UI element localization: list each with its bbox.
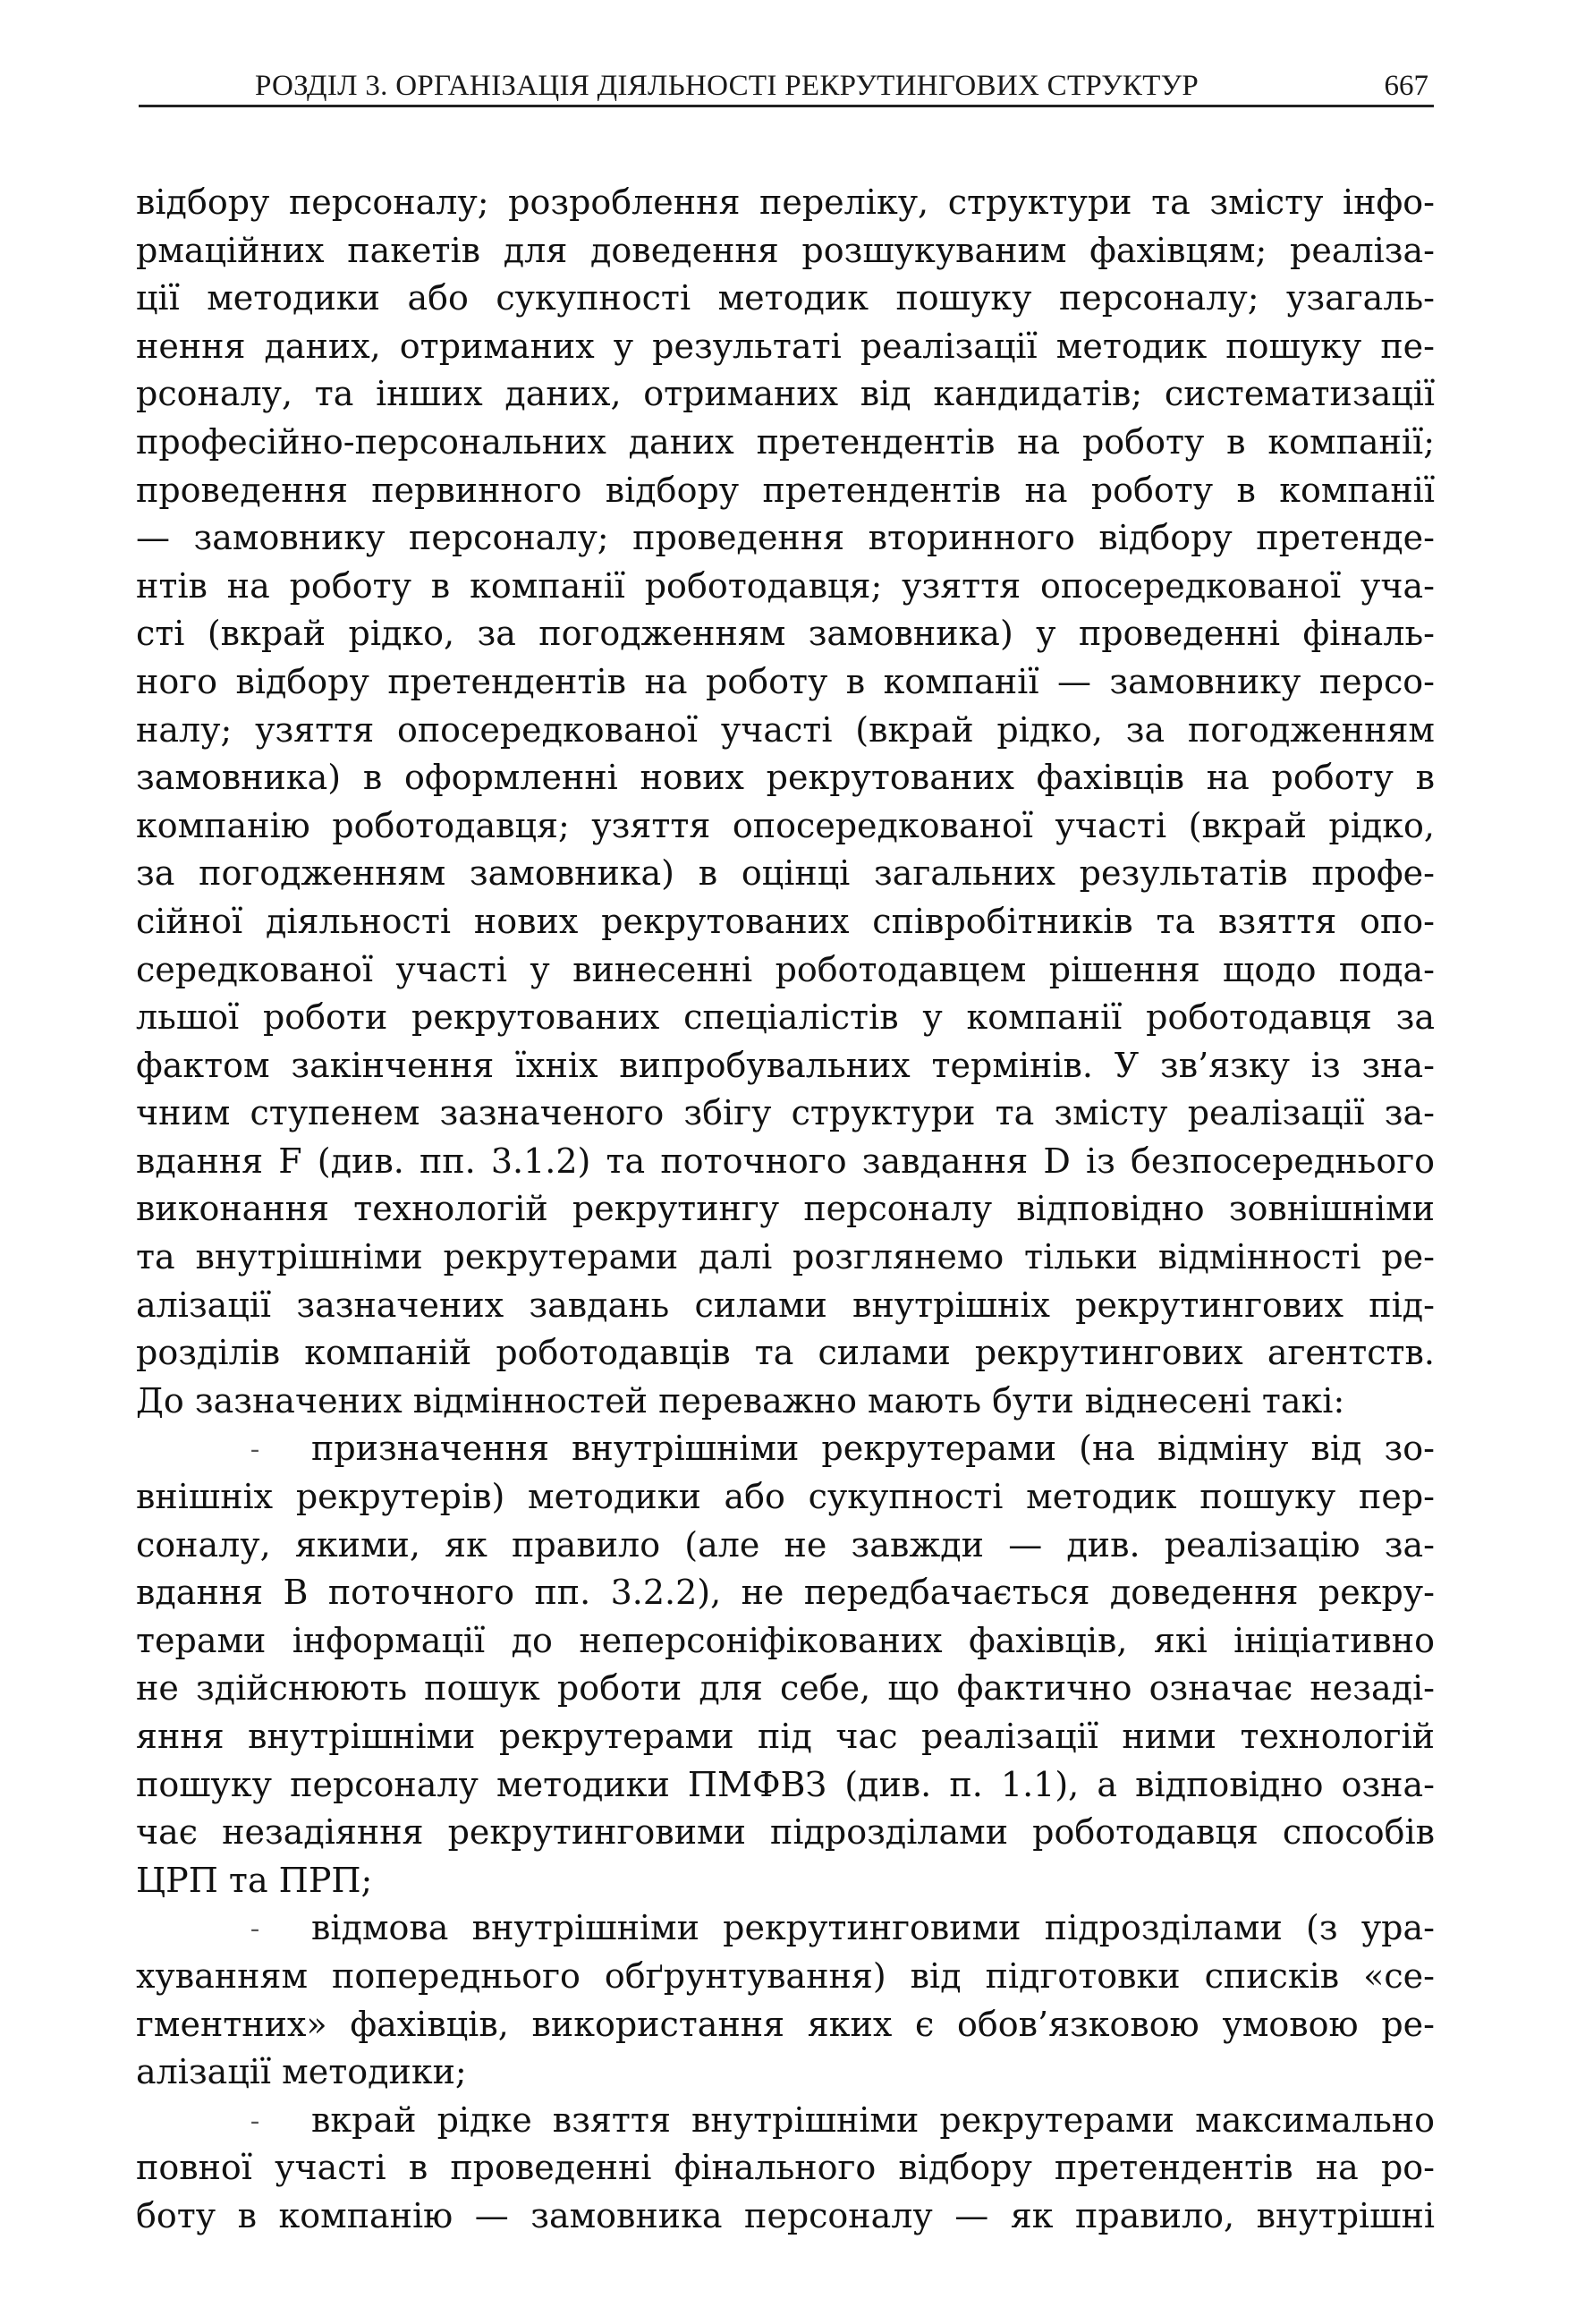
paragraph	[136, 179, 1435, 1425]
text-line: яння внутрішніми рекрутерами під час реалізації ними технологій	[136, 1717, 1435, 1756]
text-line: ного відбору претендентів на роботу в компанії — замовнику персо-	[136, 661, 1435, 701]
bullet-first-line-text: відмова внутрішніми рекрутинговими підрозділами (з ура-	[311, 1908, 1435, 1948]
text-line: — замовнику персоналу; проведення вторинного відбору претенде-	[136, 518, 1435, 558]
text-line: проведення первинного відбору претендентів на роботу в компанії	[136, 470, 1435, 510]
text-line: сійної діяльності нових рекрутованих співробітників та взяття опо-	[136, 901, 1435, 941]
text-line: гментних» фахівців, використання яких є обов’язковою умовою ре-	[136, 2004, 1435, 2044]
text-line: чає незадіяння рекрутинговими підрозділами роботодавця способів	[136, 1812, 1435, 1853]
text-line: замовника) в оформленні нових рекрутованих фахівців на роботу в	[136, 758, 1435, 798]
text-line: нтів на роботу в компанії роботодавця; узяття опосередкованої уча-	[136, 565, 1435, 606]
text-line: за погодженням замовника) в оцінці загальних результатів профе-	[136, 853, 1435, 894]
text-line: соналу, якими, як правило (але не завжди — див. реалізацію за-	[136, 1524, 1435, 1565]
text-line	[136, 1425, 1435, 1473]
text-line: рмаційних пакетів для доведення розшукуваним фахівцям; реаліза-	[136, 230, 1435, 270]
text-line: відбору персоналу; розроблення переліку, структури та змісту інфо-	[136, 182, 1435, 222]
list-item	[136, 1904, 1435, 2096]
text-line: вдання F (див. пп. 3.1.2) та поточного завдання D із безпосереднього	[136, 1141, 1435, 1181]
body-text	[136, 179, 1435, 2241]
text-line: розділів компаній роботодавців та силами рекрутингових агентств.	[136, 1333, 1435, 1373]
text-line: хуванням попереднього обґрунтування) від підготовки списків «се-	[136, 1955, 1435, 1996]
header-rule	[139, 105, 1434, 107]
list-item	[136, 1425, 1435, 1904]
text-line: терами інформації до неперсоніфікованих фахівців, які ініціативно	[136, 1620, 1435, 1660]
text-line: льшої роботи рекрутованих спеціалістів у компанії роботодавця за	[136, 997, 1435, 1038]
running-title: РОЗДІЛ 3. ОРГАНІЗАЦІЯ ДІЯЛЬНОСТІ РЕКРУТИНГОВИХ СТРУКТУР	[255, 70, 1199, 102]
text-line: внішніх рекрутерів) методики або сукупності методик пошуку пер-	[136, 1477, 1435, 1517]
text-line	[136, 2097, 1435, 2145]
text-line: ЦРП та ПРП;	[136, 1860, 373, 1900]
text-line: сті (вкрай рідко, за погодженням замовника) у проведенні фіналь-	[136, 614, 1435, 654]
text-line: нення даних, отриманих у результаті реалізації методик пошуку пе-	[136, 326, 1435, 366]
text-line: ції методики або сукупності методик пошуку персоналу; узагаль-	[136, 278, 1435, 318]
text-line: чним ступенем зазначеного збігу структури та змісту реалізації за-	[136, 1093, 1435, 1133]
bullet-marker: -	[250, 1913, 259, 1944]
page-number: 667	[1384, 70, 1428, 102]
text-line: алізації методики;	[136, 2052, 467, 2092]
text-line: та внутрішніми рекрутерами далі розглянемо тільки відмінності ре-	[136, 1237, 1435, 1277]
text-line: виконання технологій рекрутингу персоналу відповідно зовнішніми	[136, 1189, 1435, 1229]
text-line: вдання В поточного пп. 3.2.2), не передбачається доведення рекру-	[136, 1573, 1435, 1613]
bullet-first-line-text: вкрай рідке взяття внутрішніми рекрутерами максимально	[311, 2099, 1435, 2140]
text-line: компанію роботодавця; узяття опосередкованої участі (вкрай рідко,	[136, 805, 1435, 845]
page-header	[139, 52, 1434, 107]
text-line: фактом закінчення їхніх випробувальних термінів. У зв’язку із зна-	[136, 1045, 1435, 1085]
text-line: не здійснюють пошук роботи для себе, що фактично означає незаді-	[136, 1668, 1435, 1709]
text-line: повної участі в проведенні фінального відбору претендентів на ро-	[136, 2148, 1435, 2188]
text-line: алізації зазначених завдань силами внутрішніх рекрутингових під-	[136, 1285, 1435, 1325]
text-line: рсоналу, та інших даних, отриманих від кандидатів; систематизації	[136, 374, 1435, 414]
text-line: професійно-персональних даних претендентів на роботу в компанії;	[136, 421, 1435, 462]
bullet-marker: -	[250, 1434, 259, 1464]
text-line: пошуку персоналу методики ПМФВЗ (див. п. 1.1), а відповідно озна-	[136, 1764, 1435, 1804]
text-line	[136, 1904, 1435, 1953]
text-line: боту в компанію — замовника персоналу — як правило, внутрішні	[136, 2195, 1435, 2235]
bullet-marker: -	[250, 2105, 259, 2135]
text-line: налу; узяття опосередкованої участі (вкрай рідко, за погодженням	[136, 709, 1435, 750]
bullet-first-line-text: призначення внутрішніми рекрутерами (на відміну від зо-	[311, 1429, 1435, 1469]
text-line: До зазначених відмінностей переважно мають бути віднесені такі:	[136, 1380, 1345, 1421]
list-item	[136, 2097, 1435, 2241]
text-line: середкованої участі у винесенні роботодавцем рішення щодо пода-	[136, 949, 1435, 989]
